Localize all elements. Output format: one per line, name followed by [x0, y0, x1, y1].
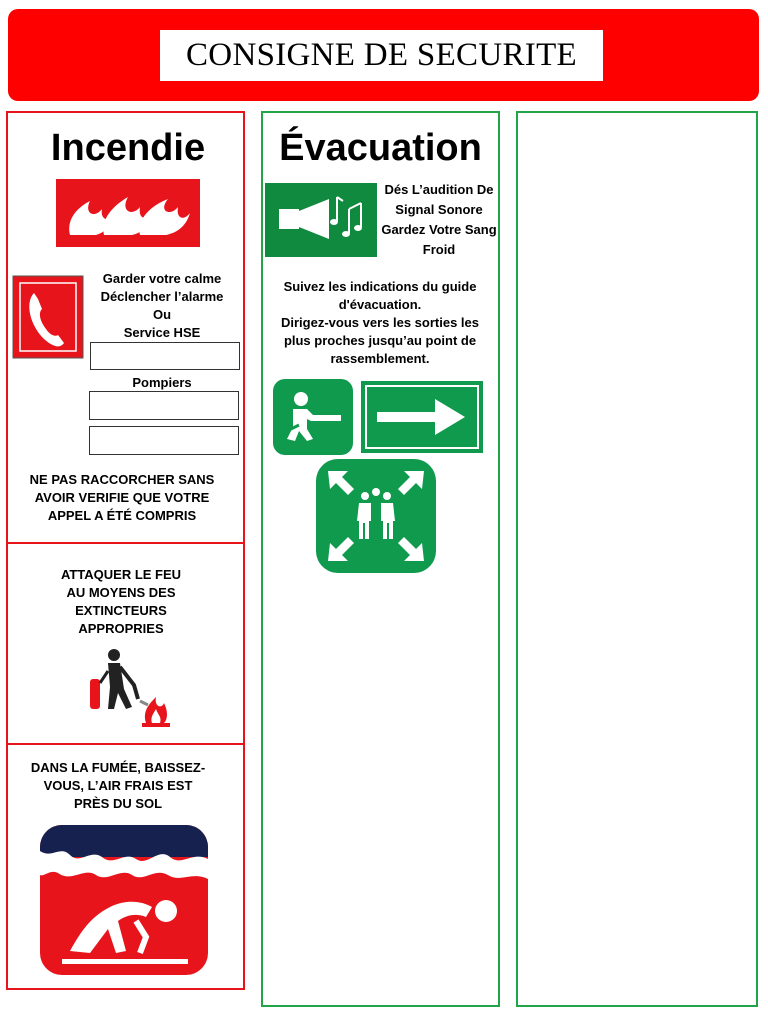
extinguisher-line: APPROPRIES [78, 621, 164, 636]
call-line: Service HSE [123, 325, 201, 340]
pompiers-number-field-2[interactable] [89, 426, 239, 455]
alarm-text [377, 180, 501, 260]
exit-arrow-icon [361, 381, 483, 453]
incendie-column [6, 111, 245, 990]
assembly-point-icon [316, 459, 436, 573]
smoke-line: VOUS, L’AIR FRAIS EST [43, 778, 193, 793]
section-divider [8, 542, 243, 544]
alarm-line: Signal Sonore [395, 202, 483, 217]
warning-line: APPEL A ÉTÉ COMPRIS [47, 508, 197, 523]
crouching-person-icon [40, 825, 208, 975]
alarm-line: Froid [422, 242, 456, 257]
extinguisher-person-icon [78, 645, 174, 731]
warning-line: AVOIR VERIFIE QUE VOTRE [34, 490, 210, 505]
smoke-line: PRÈS DU SOL [73, 796, 163, 811]
instruction-line: plus proches jusqu’au point de [283, 333, 477, 348]
call-instructions [88, 270, 236, 342]
evacuation-instructions [263, 278, 497, 368]
warning-text [8, 471, 236, 525]
instruction-line: rassemblement. [330, 351, 430, 366]
page-title: CONSIGNE DE SECURITE [160, 30, 603, 81]
smoke-line: DANS LA FUMÉE, BAISSEZ- [30, 760, 206, 775]
flame-icon [56, 179, 200, 247]
smoke-text [8, 759, 228, 813]
alarm-line: Dés L’audition De [384, 182, 494, 197]
phone-icon [12, 275, 84, 359]
pompiers-number-field-1[interactable] [89, 391, 239, 420]
alarm-speaker-icon [265, 183, 377, 257]
header-banner [8, 9, 759, 101]
instruction-line: d'évacuation. [338, 297, 422, 312]
extinguisher-line: ATTAQUER LE FEU [60, 567, 182, 582]
pompiers-label: Pompiers [132, 375, 192, 390]
empty-column [516, 111, 758, 1007]
warning-line: NE PAS RACCORCHER SANS [29, 472, 215, 487]
section-divider [8, 743, 243, 745]
evacuation-title: Évacuation [279, 127, 482, 169]
alarm-line: Gardez Votre Sang [381, 222, 497, 237]
hse-number-field[interactable] [90, 342, 240, 370]
extinguisher-line: EXTINCTEURS [75, 603, 167, 618]
extinguisher-text [8, 566, 234, 638]
evacuation-column [261, 111, 500, 1007]
extinguisher-line: AU MOYENS DES [66, 585, 176, 600]
instruction-line: Suivez les indications du guide [283, 279, 477, 294]
call-line: Garder votre calme [102, 271, 222, 286]
instruction-line: Dirigez-vous vers les sorties les [281, 315, 479, 330]
call-line: Ou [152, 307, 172, 322]
call-line: Déclencher l’alarme [100, 289, 224, 304]
guide-pointing-icon [273, 379, 353, 455]
incendie-title: Incendie [50, 127, 206, 169]
